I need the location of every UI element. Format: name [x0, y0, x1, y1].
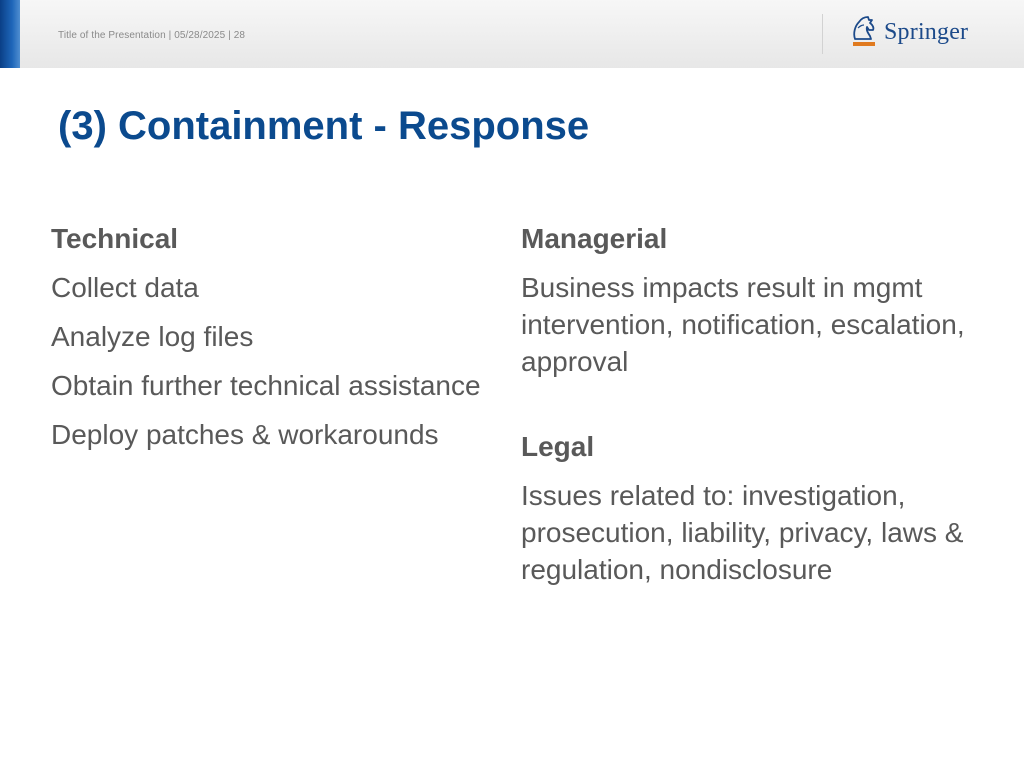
- managerial-heading: Managerial: [521, 223, 668, 254]
- technical-item: Collect data: [51, 272, 199, 303]
- springer-logo: [850, 12, 968, 52]
- section-spacer: [521, 392, 991, 428]
- springer-horse-icon: [850, 14, 878, 50]
- accent-bar: [0, 0, 20, 68]
- technical-column: [51, 220, 501, 465]
- legal-heading: Legal: [521, 431, 595, 462]
- legal-item: Issues related to: investigation, prosecution, liability, privacy, laws & regulation, nondisclosure: [521, 480, 964, 585]
- slide-title: (3) Containment - Response: [58, 104, 590, 148]
- presentation-meta: Title of the Presentation | 05/28/2025 | 28: [58, 30, 246, 41]
- springer-wordmark: Springer: [884, 18, 969, 45]
- managerial-item: Business impacts result in mgmt intervention, notification, escalation, approval: [521, 272, 965, 377]
- right-column: [521, 220, 991, 600]
- technical-item: Obtain further technical assistance: [51, 370, 481, 401]
- technical-item: Analyze log files: [51, 321, 254, 352]
- technical-item: Deploy patches & workarounds: [51, 419, 439, 450]
- header-divider: [822, 14, 823, 54]
- technical-heading: Technical: [51, 223, 179, 254]
